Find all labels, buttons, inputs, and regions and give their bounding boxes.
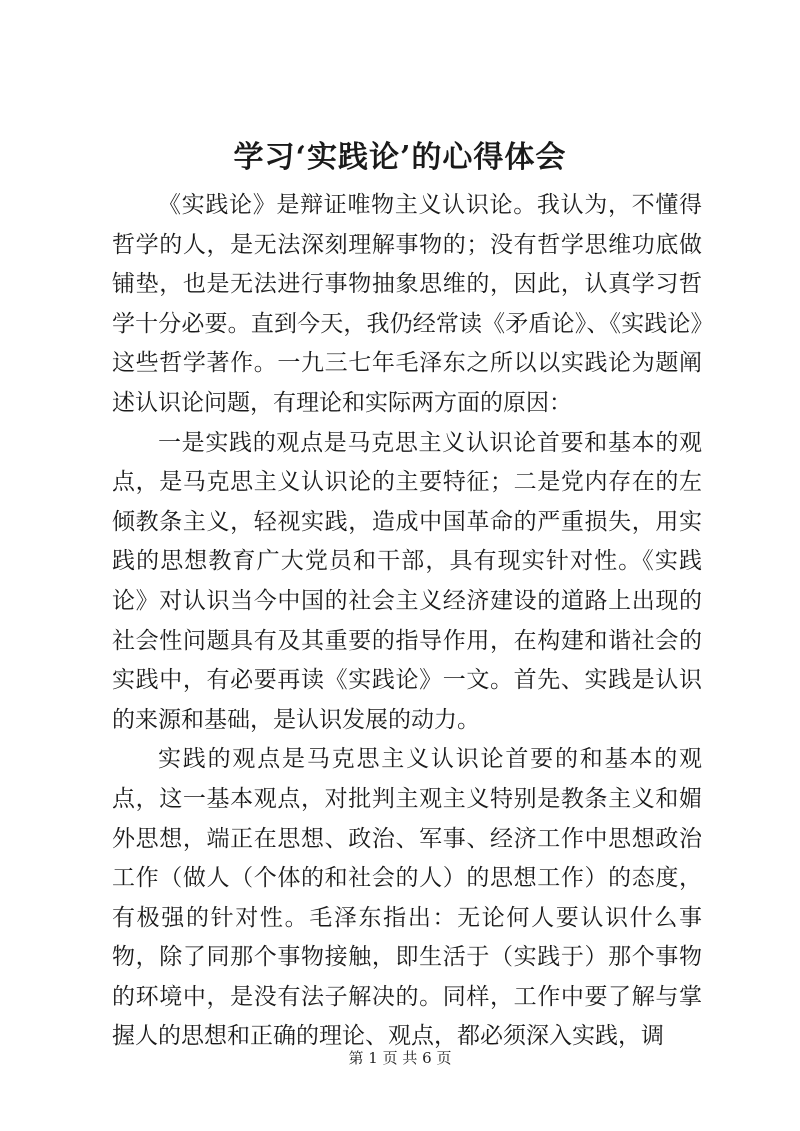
document-title: 学习‘实践论’的心得体会 <box>233 140 567 175</box>
paragraph-1: 《实践论》是辩证唯物主义认识论。我认为，不懂得哲学的人，是无法深刻理解事物的；没有哲学思维功底做铺垫，也是无法进行事物抽象思维的，因此，认真学习哲学十分必要。直到今天，我仍经常读《矛盾论》、《实践论》这些哲学著作。一九三七年毛泽东之所以以实践论为题阐述认识论问题，有理论和实际两方面的原因： <box>112 192 702 416</box>
document-body <box>112 186 702 1057</box>
page-number-footer: 第 1 页 共 6 页 <box>348 1049 452 1067</box>
paragraph-2: 一是实践的观点是马克思主义认识论首要和基本的观点，是马克思主义认识论的主要特征；二是党内存在的左倾教条主义，轻视实践，造成中国革命的严重损失，用实践的思想教育广大党员和干部，具有现实针对性。《实践论》对认识当今中国的社会主义经济建设的道路上出现的社会性问题具有及其重要的指导作用，在构建和谐社会的实践中，有必要再读《实践论》一文。首先、实践是认识的来源和基础，是认识发展的动力。 <box>112 429 702 733</box>
paragraph-3: 实践的观点是马克思主义认识论首要的和基本的观点，这一基本观点，对批判主观主义特别是教条主义和媚外思想，端正在思想、政治、军事、经济工作中思想政治工作（做人（个体的和社会的人）的思想工作）的态度，有极强的针对性。毛泽东指出：无论何人要认识什么事物，除了同那个事物接触，即生活于（实践于）那个事物的环境中，是没有法子解决的。同样，工作中要了解与掌握人的思想和正确的理论、观点，都必须深入实践，调 <box>112 746 702 1050</box>
